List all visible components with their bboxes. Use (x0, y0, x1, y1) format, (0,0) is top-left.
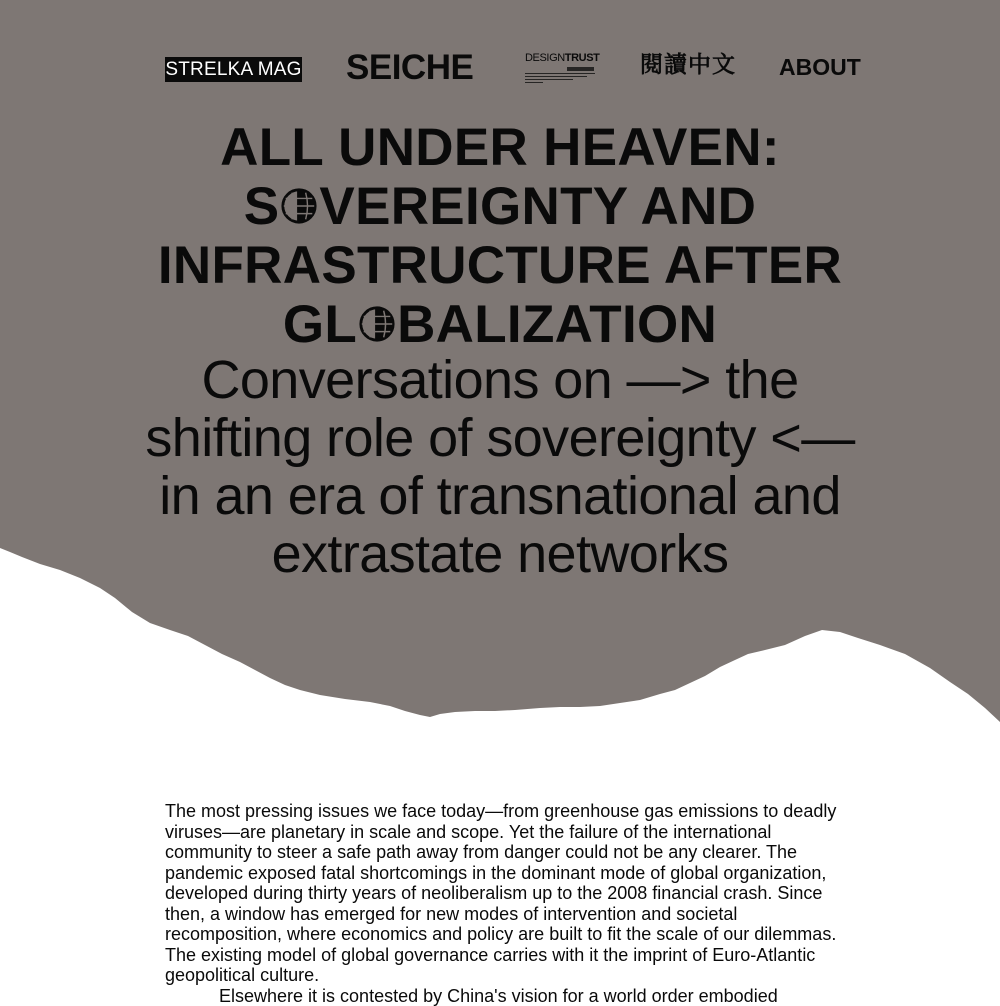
strelka-mag-link[interactable]: STRELKA MAG (165, 57, 302, 82)
about-link[interactable]: ABOUT (779, 53, 861, 81)
designtrust-fineprint (525, 82, 543, 83)
globe-icon (358, 303, 396, 345)
designtrust-logo-link[interactable] (525, 52, 600, 84)
title-text: BALIZATION (397, 295, 717, 354)
seiche-link[interactable]: SEICHE (346, 48, 473, 88)
title-line-4 (0, 295, 1000, 354)
read-chinese-link[interactable]: 閱讀中文 (640, 50, 736, 78)
title-line-3: INFRASTRUCTURE AFTER (0, 236, 1000, 295)
title-line-2 (0, 177, 1000, 236)
designtrust-fineprint (525, 73, 595, 74)
article-paragraph: The most pressing issues we face today—from greenhouse gas emissions to deadly viruses—are planetary in scale and scope. Yet the failure of the international community to steer a safe path away from danger could not be any clearer. The pandemic exposed fatal shortcomings in the dominant mode of global organization, developed during thirty years of neoliberalism up to the 2008 financial crash. Since then, a window has emerged for new modes of intervention and societal recomposition, where economics and policy are built to fit the scale of our dilemmas. The existing model of global governance carries with it the imprint of Euro-Atlantic geopolitical culture. (165, 801, 845, 986)
designtrust-wordmark: DESIGNTRUST (525, 52, 599, 64)
hero-subtitle: Conversations on —> the shifting role of sovereignty <— in an era of transnational and extrastate networks (120, 351, 880, 583)
globe-icon (280, 185, 318, 227)
page-title (0, 118, 1000, 354)
designtrust-fineprint (525, 79, 573, 80)
article-body (165, 801, 845, 1006)
title-text: GL (283, 295, 357, 354)
designtrust-chinese-mark (567, 67, 594, 71)
title-text: S (244, 177, 280, 236)
top-navigation (0, 0, 1000, 110)
article-paragraph: Elsewhere it is contested by China's vision for a world order embodied (165, 986, 845, 1006)
title-line-1: ALL UNDER HEAVEN: (0, 118, 1000, 177)
title-text: VEREIGNTY AND (319, 177, 756, 236)
designtrust-fineprint (525, 76, 587, 77)
